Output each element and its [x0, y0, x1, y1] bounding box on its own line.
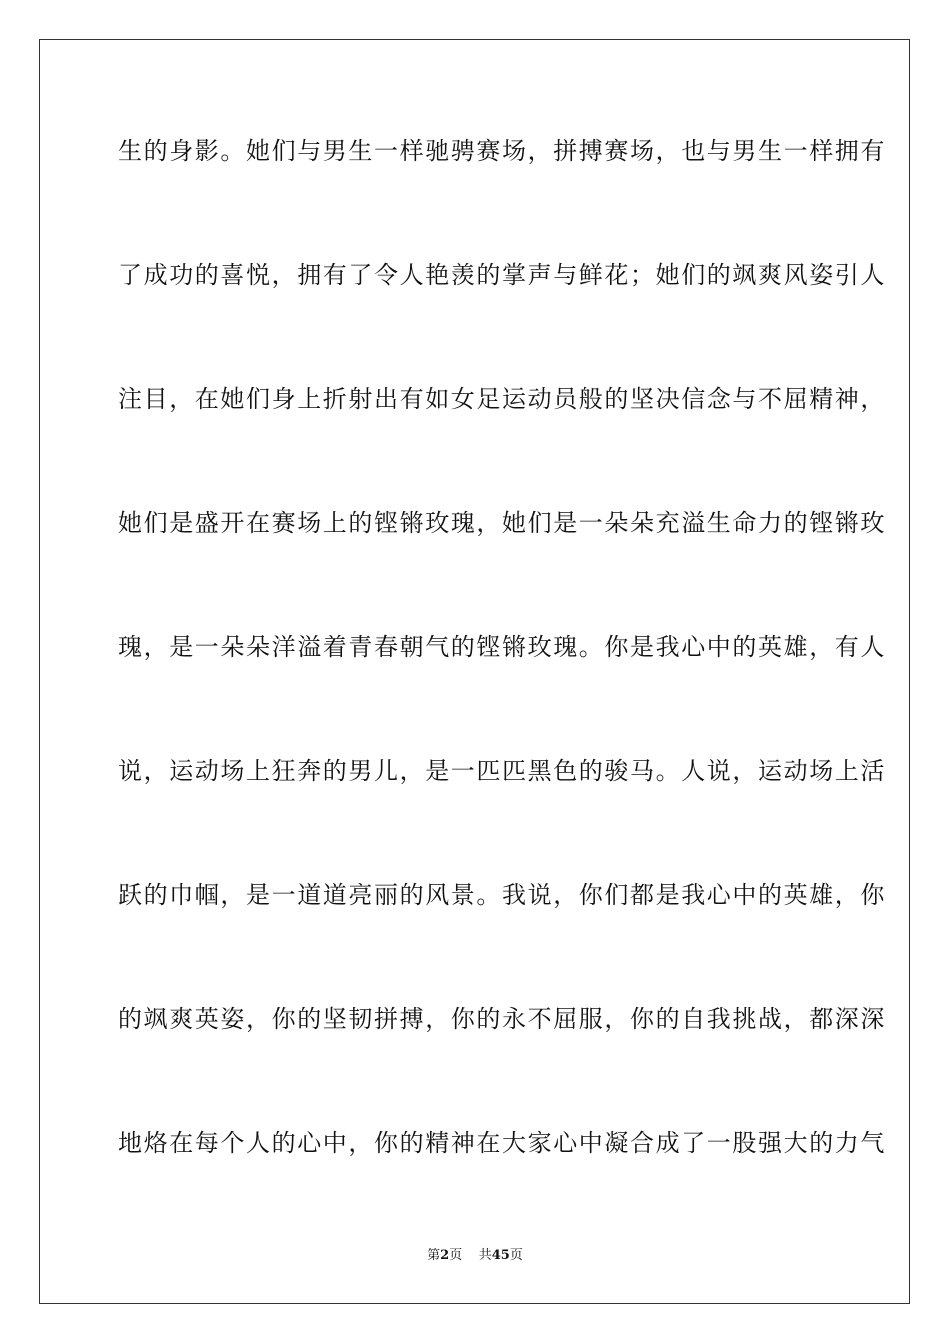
text-line: 生的身影。她们与男生一样驰骋赛场，拼搏赛场，也与男生一样拥有 [118, 137, 886, 165]
page-prefix: 第 [427, 1248, 441, 1263]
text-line: 瑰，是一朵朵洋溢着青春朝气的铿锵玫瑰。你是我心中的英雄，有人 [118, 633, 886, 661]
text-line: 跃的巾帼，是一道道亮丽的风景。我说，你们都是我心中的英雄，你 [118, 881, 886, 909]
text-line: 注目，在她们身上折射出有如女足运动员般的坚决信念与不屈精神， [118, 385, 886, 413]
page-border [39, 39, 910, 1304]
text-line: 了成功的喜悦，拥有了令人艳羡的掌声与鲜花；她们的飒爽风姿引人 [118, 261, 886, 289]
page-suffix: 页 [449, 1248, 463, 1263]
text-line: 她们是盛开在赛场上的铿锵玫瑰，她们是一朵朵充溢生命力的铿锵玫 [118, 509, 886, 537]
text-line: 说，运动场上狂奔的男儿，是一匹匹黑色的骏马。人说，运动场上活 [118, 757, 886, 785]
total-suffix: 页 [509, 1248, 523, 1263]
page-number: 2 [440, 1248, 450, 1263]
total-prefix: 共 [478, 1248, 492, 1263]
text-line: 的飒爽英姿，你的坚韧拼搏，你的永不屈服，你的自我挑战，都深深 [118, 1005, 886, 1033]
text-line: 地烙在每个人的心中，你的精神在大家心中凝合成了一股强大的力气 [118, 1129, 886, 1157]
page-footer [0, 1248, 950, 1264]
total-pages: 45 [491, 1248, 510, 1263]
